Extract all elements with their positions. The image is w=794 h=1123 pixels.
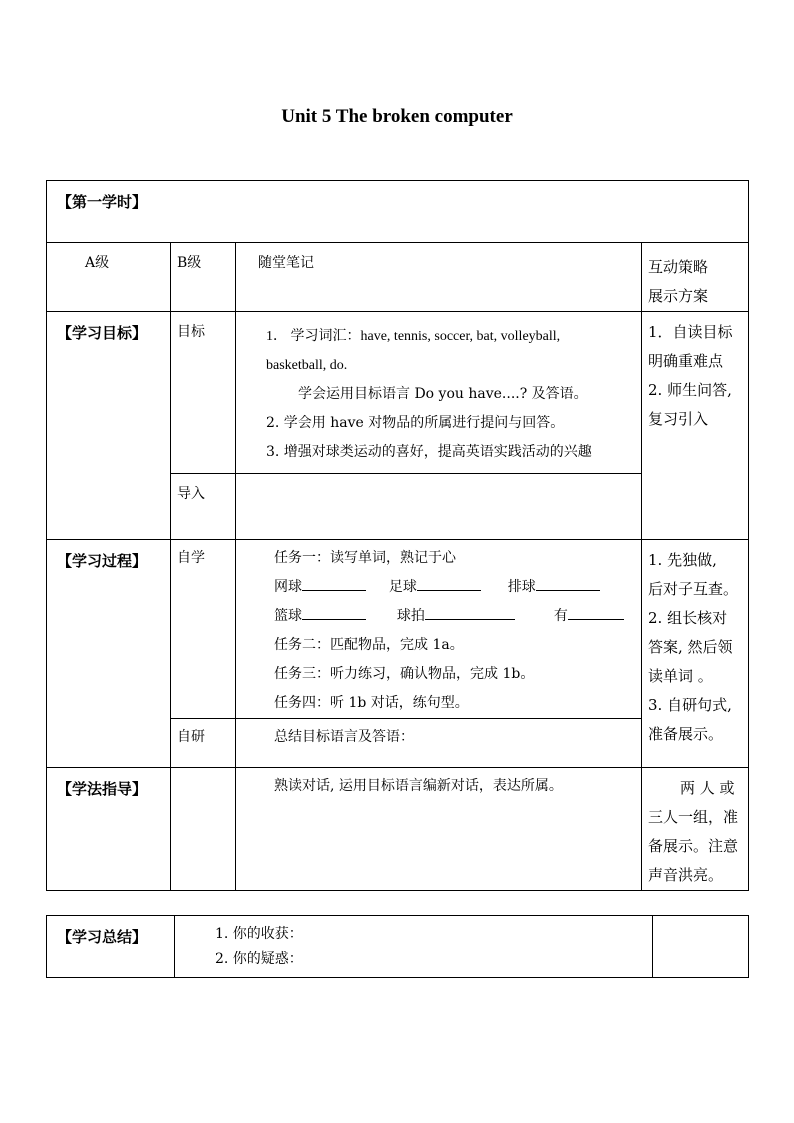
goals-strategy-cell <box>642 312 749 540</box>
word-label: 排球 <box>507 579 536 595</box>
answer-blank[interactable] <box>568 605 624 620</box>
header-strategy-line: 互动策略 <box>648 258 709 276</box>
method-sub-cell <box>171 768 236 891</box>
goals-sub-label: 目标 <box>177 324 205 340</box>
word-label: 篮球 <box>274 608 302 624</box>
lesson-label: 【第一学时】 <box>57 193 148 211</box>
answer-blank[interactable] <box>536 576 600 591</box>
header-b-level: B级 <box>177 255 202 271</box>
summary-label-cell <box>47 916 175 978</box>
goals-sub-cell <box>171 312 236 474</box>
goal-item: 2. 学会用 have 对物品的所属进行提问与回答。 <box>266 415 565 431</box>
research-cell <box>171 719 236 768</box>
process-label: 【学习过程】 <box>57 552 148 570</box>
words-row <box>274 602 641 631</box>
lesson-header-cell <box>47 181 749 243</box>
strategy-line: 准备展示。 <box>648 725 724 743</box>
goals-label: 【学习目标】 <box>57 324 148 342</box>
method-text: 熟读对话, 运用目标语言编新对话，表达所属。 <box>274 778 563 794</box>
intro-cell <box>171 474 236 540</box>
summary-content-cell <box>175 916 653 978</box>
goal-item: 学会运用目标语言 Do you have....? 及答语。 <box>298 386 588 402</box>
word-label: 足球 <box>388 579 417 595</box>
goals-content-cell <box>236 312 642 474</box>
header-notes: 随堂笔记 <box>258 255 314 271</box>
strategy-line: 2. 组长核对 <box>648 609 728 627</box>
task-4: 任务四：听 1b 对话，练句型。 <box>274 695 469 711</box>
header-strategy-line: 展示方案 <box>648 287 709 305</box>
header-notes-cell <box>236 243 642 312</box>
lesson-table <box>46 180 749 891</box>
strategy-line: 三人一组，准 <box>648 808 739 826</box>
strategy-line: 3. 自研句式, <box>648 696 732 714</box>
header-b-cell <box>171 243 236 312</box>
goal-item: basketball, do. <box>266 358 348 373</box>
strategy-line: 1. 先独做, <box>648 551 717 569</box>
goal-item: 3. 增强对球类运动的喜好，提高英语实践活动的兴趣 <box>266 444 592 460</box>
strategy-line: 声音洪亮。 <box>648 866 724 884</box>
header-strategy-cell <box>642 243 749 312</box>
answer-blank[interactable] <box>302 576 366 591</box>
summary-item: 2. 你的疑惑： <box>215 951 303 967</box>
intro-label: 导入 <box>177 486 205 502</box>
self-study-label: 自学 <box>177 550 205 566</box>
strategy-line: 备展示。注意 <box>648 837 739 855</box>
strategy-line: 复习引入 <box>648 410 709 428</box>
strategy-line: 2. 师生问答, <box>648 381 732 399</box>
word-label: 球拍 <box>396 608 425 624</box>
summary-item: 1. 你的收获： <box>215 926 303 942</box>
strategy-line: 明确重难点 <box>648 352 724 370</box>
process-label-cell <box>47 540 171 768</box>
header-a-cell <box>47 243 171 312</box>
process-strategy-cell <box>642 540 749 768</box>
word-label: 有 <box>553 608 568 624</box>
method-label: 【学法指导】 <box>57 780 148 798</box>
research-text: 总结目标语言及答语： <box>274 729 414 745</box>
goals-label-cell <box>47 312 171 540</box>
summary-side-cell <box>653 916 749 978</box>
strategy-line: 两 人 或 <box>680 779 735 797</box>
summary-label: 【学习总结】 <box>57 928 148 946</box>
task-2: 任务二：匹配物品，完成 1a。 <box>274 637 464 653</box>
self-study-cell <box>171 540 236 719</box>
method-content-cell <box>236 768 642 891</box>
research-label: 自研 <box>177 729 205 745</box>
intro-content-cell <box>236 474 642 540</box>
task-3: 任务三：听力练习，确认物品，完成 1b。 <box>274 666 535 682</box>
strategy-line: 后对子互查。 <box>648 580 739 598</box>
word-label: 网球 <box>274 579 302 595</box>
answer-blank[interactable] <box>302 605 366 620</box>
strategy-line: 1．自读目标 <box>648 323 733 341</box>
summary-table <box>46 915 749 978</box>
method-label-cell <box>47 768 171 891</box>
task-1: 任务一：读写单词，熟记于心 <box>274 550 456 566</box>
answer-blank[interactable] <box>417 576 481 591</box>
answer-blank[interactable] <box>425 605 515 620</box>
header-a-level: A级 <box>85 255 110 271</box>
goal-item: 1． 学习词汇：have, tennis, soccer, bat, volleyball, <box>266 329 561 344</box>
strategy-line: 答案, 然后领 <box>648 638 733 656</box>
page-title: Unit 5 The broken computer <box>281 106 513 127</box>
strategy-line: 读单词 。 <box>648 667 713 685</box>
tasks-cell <box>236 540 642 719</box>
method-strategy-cell <box>642 768 749 891</box>
research-content-cell <box>236 719 642 768</box>
words-row <box>274 573 641 602</box>
